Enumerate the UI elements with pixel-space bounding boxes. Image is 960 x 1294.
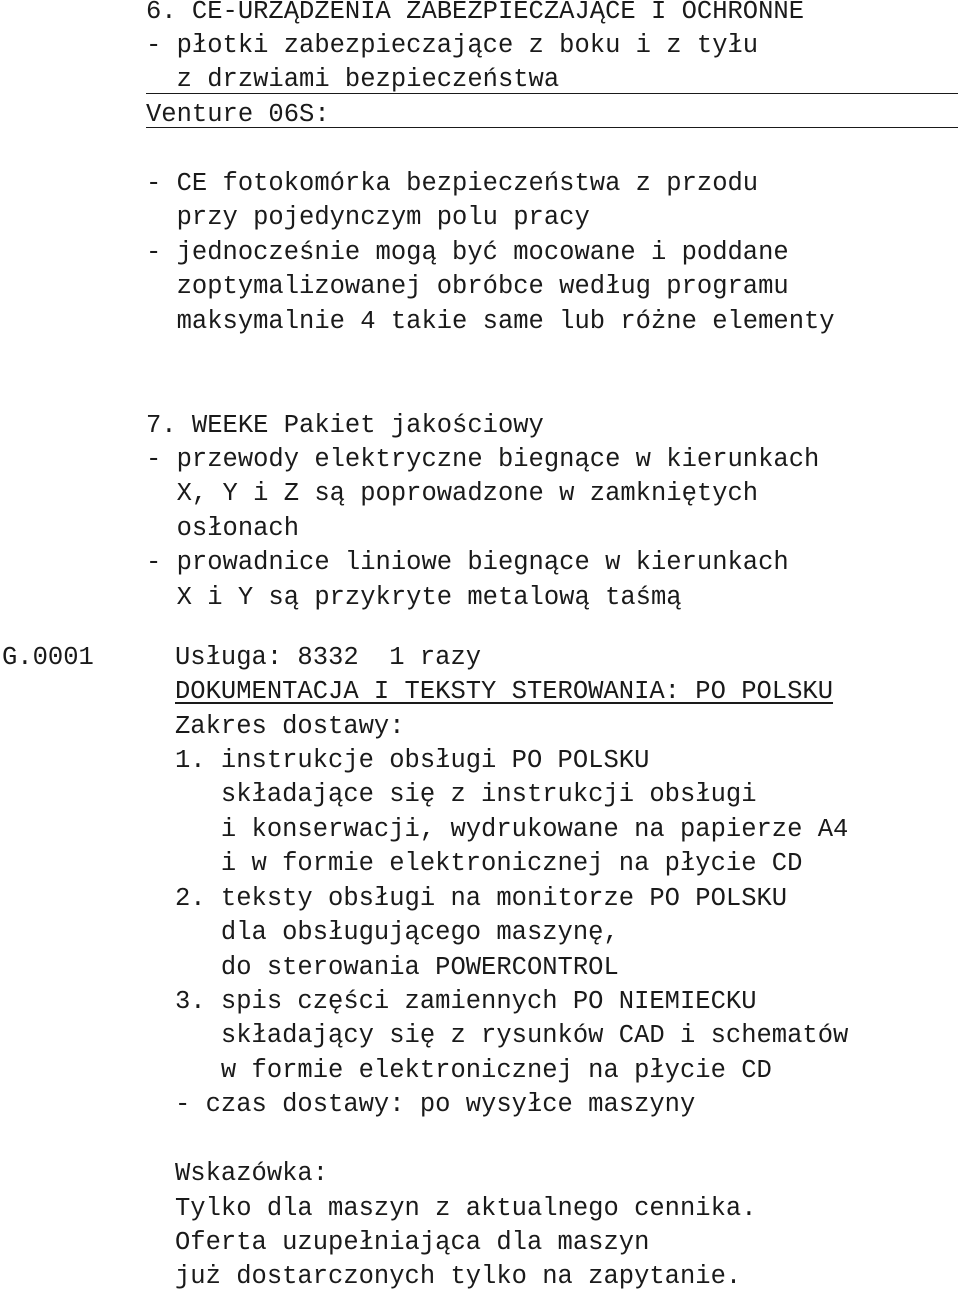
section-7-line: - prowadnice liniowe biegnące w kierunkach (146, 548, 789, 577)
item-code: G.0001 (2, 643, 94, 672)
section-7-line: X i Y są przykryte metalową taśmą (146, 583, 682, 612)
scope-line: składający się z rysunków CAD i schematów (175, 1021, 849, 1050)
scope-line: i konserwacji, wydrukowane na papierze A4 (175, 815, 849, 844)
scope-line: składające się z instrukcji obsługi (175, 780, 757, 809)
section-7-line: osłonach (146, 514, 300, 543)
note-line: Tylko dla maszyn z aktualnego cennika. (175, 1194, 757, 1223)
item-service: Usługa: 8332 1 razy (175, 643, 482, 672)
section-6-line: - płotki zabezpieczające z boku i z tyłu (146, 31, 759, 60)
scope-line: i w formie elektronicznej na płycie CD (175, 849, 803, 878)
section-7-line: X, Y i Z są poprowadzone w zamkniętych (146, 479, 759, 508)
note-line: Oferta uzupełniająca dla maszyn (175, 1228, 650, 1257)
note-label: Wskazówka: (175, 1159, 329, 1188)
section-6-line: przy pojedynczym polu pracy (146, 203, 590, 232)
delivery-time-line: - czas dostawy: po wysyłce maszyny (175, 1090, 696, 1119)
section-7-line: - przewody elektryczne biegnące w kierunkach (146, 445, 820, 474)
section-7-title: 7. WEEKE Pakiet jakościowy (146, 411, 544, 440)
section-6-title: 6. CE-URZĄDZENIA ZABEZPIECZAJĄCE I OCHRONNE (146, 0, 805, 26)
section-6-line: zoptymalizowanej obróbce według programu (146, 272, 789, 301)
scope-line: 3. spis części zamiennych PO NIEMIECKU (175, 987, 757, 1016)
note-line: już dostarczonych tylko na zapytanie. (175, 1262, 742, 1291)
section-6-line: - CE fotokomórka bezpieczeństwa z przodu (146, 169, 759, 198)
underline-rule (146, 127, 958, 128)
scope-line: w formie elektronicznej na płycie CD (175, 1056, 772, 1085)
scope-line: 1. instrukcje obsługi PO POLSKU (175, 746, 650, 775)
section-6-line: z drzwiami bezpieczeństwa (146, 65, 560, 94)
section-6-line: maksymalnie 4 takie same lub różne elementy (146, 307, 835, 336)
item-heading: DOKUMENTACJA I TEKSTY STEROWANIA: PO POLSKU (175, 677, 834, 706)
section-6-subheading: Venture 06S: (146, 100, 330, 129)
section-6-line: - jednocześnie mogą być mocowane i poddane (146, 238, 789, 267)
scope-line: do sterowania POWERCONTROL (175, 953, 619, 982)
scope-label: Zakres dostawy: (175, 712, 405, 741)
scope-line: dla obsługującego maszynę, (175, 918, 619, 947)
scope-line: 2. teksty obsługi na monitorze PO POLSKU (175, 884, 788, 913)
underline-rule (146, 93, 958, 94)
